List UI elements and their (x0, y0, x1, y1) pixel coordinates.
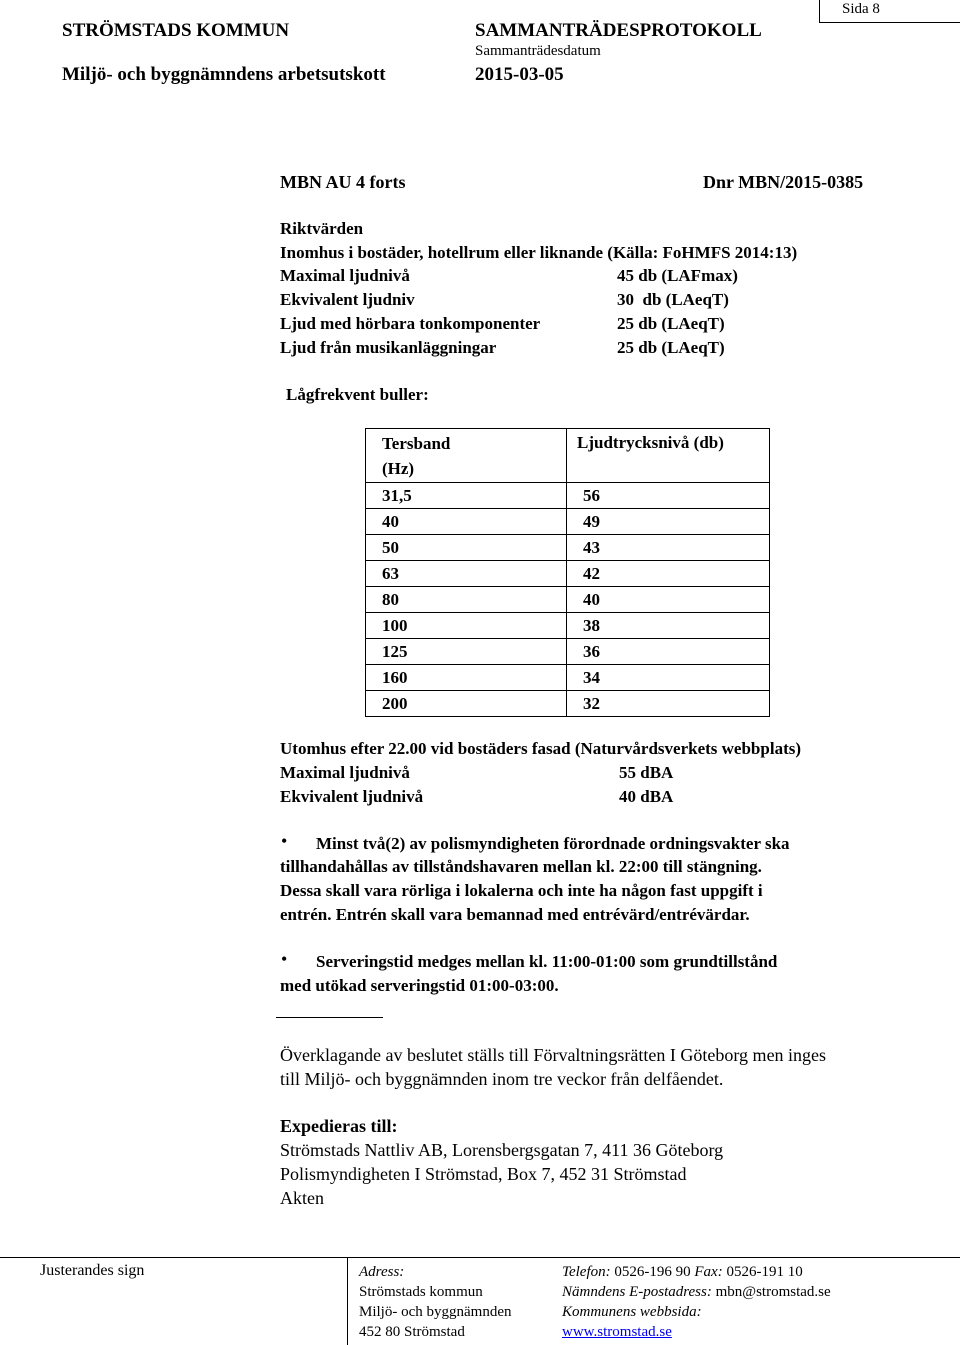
email-label: Nämndens E-postadress: (562, 1284, 712, 1300)
db-cell: 40 (567, 587, 770, 613)
db-cell: 42 (567, 561, 770, 587)
guideline-value: 30 db (LAeqT) (617, 290, 729, 309)
hz-cell: 200 (366, 691, 567, 717)
meeting-date: 2015-03-05 (475, 64, 564, 85)
table-row (366, 509, 770, 535)
table-row (366, 665, 770, 691)
db-cell: 34 (567, 665, 770, 691)
outdoor-label: Maximal ljudnivå (280, 763, 410, 782)
footer-column-divider (347, 1257, 348, 1345)
table-row (366, 613, 770, 639)
phone-number: 0526-196 90 (614, 1264, 691, 1280)
distribution-heading: Expedieras till: (280, 1116, 398, 1136)
hz-cell: 31,5 (366, 483, 567, 509)
date-label: Sammanträdesdatum (475, 43, 601, 59)
bullet-line: Dessa skall vara rörliga i lokalerna och inte ha någon fast uppgift i (280, 881, 763, 900)
distribution-recipient: Polismyndigheten I Strömstad, Box 7, 452 31 Strömstad (280, 1164, 687, 1184)
hz-cell: 40 (366, 509, 567, 535)
signature-label: Justerandes sign (40, 1262, 145, 1279)
diary-number: Dnr MBN/2015-0385 (703, 172, 864, 192)
table-row (366, 587, 770, 613)
bullet-line: med utökad serveringstid 01:00-03:00. (280, 976, 559, 995)
bullet-line: tillhandahållas av tillståndshavaren mellan kl. 22:00 till stängning. (280, 857, 762, 876)
hz-cell: 125 (366, 639, 567, 665)
bullet-line: Minst två(2) av polismyndigheten förordnade ordningsvakter ska (316, 834, 790, 853)
website-label: Kommunens webbsida: (562, 1304, 702, 1320)
bullet-line: entrén. Entrén skall vara bemannad med entrévärd/entrévärdar. (280, 905, 750, 924)
db-cell: 36 (567, 639, 770, 665)
guideline-value: 45 db (LAFmax) (617, 266, 738, 285)
table-row (366, 535, 770, 561)
contact-phone (562, 1264, 803, 1281)
email-address[interactable]: mbn@stromstad.se (715, 1284, 831, 1300)
municipality-name: STRÖMSTADS KOMMUN (62, 20, 290, 41)
fax-label: Fax: (694, 1264, 723, 1280)
bullet-icon: • (281, 831, 288, 851)
db-cell: 38 (567, 613, 770, 639)
table-row (366, 483, 770, 509)
distribution-recipient: Strömstads Nattliv AB, Lorensbergsgatan 7, 411 36 Göteborg (280, 1140, 724, 1160)
column-header-level: Ljudtrycksnivå (db) (567, 429, 770, 483)
hz-cell: 50 (366, 535, 567, 561)
outdoor-heading: Utomhus efter 22.00 vid bostäders fasad (Naturvårdsverkets webbplats) (280, 739, 802, 758)
db-cell: 49 (567, 509, 770, 535)
db-cell: 56 (567, 483, 770, 509)
guideline-label: Ljud med hörbara tonkomponenter (280, 314, 541, 333)
guideline-value: 25 db (LAeqT) (617, 338, 725, 357)
bullet-line: Serveringstid medges mellan kl. 11:00-01:00 som grundtillstånd (316, 952, 778, 971)
bullet-icon: • (281, 949, 288, 969)
page-number-box (819, 0, 960, 23)
guideline-subtitle: Inomhus i bostäder, hotellrum eller liknande (Källa: FoHMFS 2014:13) (280, 243, 798, 262)
contact-email (562, 1284, 831, 1301)
low-frequency-table (365, 428, 770, 717)
page-number: Sida 8 (842, 1, 880, 17)
document-type: SAMMANTRÄDESPROTOKOLL (475, 20, 762, 41)
outdoor-value: 40 dBA (619, 787, 674, 806)
column-header-band-line1: Tersband (382, 434, 451, 453)
guideline-label: Ljud från musikanläggningar (280, 338, 497, 357)
separator-line (276, 1017, 383, 1018)
table-header-row (366, 429, 770, 483)
case-reference: MBN AU 4 forts (280, 172, 406, 192)
address-label: Adress: (359, 1264, 405, 1280)
address-line: 452 80 Strömstad (359, 1324, 465, 1340)
guideline-label: Ekvivalent ljudniv (280, 290, 415, 309)
table-row (366, 561, 770, 587)
db-cell: 43 (567, 535, 770, 561)
column-header-band (366, 429, 567, 483)
committee-name: Miljö- och byggnämndens arbetsutskott (62, 64, 386, 85)
hz-cell: 100 (366, 613, 567, 639)
outdoor-value: 55 dBA (619, 763, 674, 782)
guideline-label: Maximal ljudnivå (280, 266, 410, 285)
db-cell: 32 (567, 691, 770, 717)
phone-label: Telefon: (562, 1264, 611, 1280)
column-header-band-line2: (Hz) (382, 459, 415, 478)
low-frequency-heading: Lågfrekvent buller: (286, 385, 429, 404)
appeal-text-line2: till Miljö- och byggnämnden inom tre veckor från delfåendet. (280, 1069, 724, 1089)
website-link[interactable]: www.stromstad.se (562, 1324, 672, 1340)
outdoor-label: Ekvivalent ljudnivå (280, 787, 424, 806)
fax-number: 0526-191 10 (726, 1264, 803, 1280)
guideline-heading: Riktvärden (280, 219, 364, 238)
footer-divider (0, 1257, 960, 1258)
guideline-value: 25 db (LAeqT) (617, 314, 725, 333)
table-row (366, 639, 770, 665)
hz-cell: 80 (366, 587, 567, 613)
address-line: Strömstads kommun (359, 1284, 483, 1300)
appeal-text-line1: Överklagande av beslutet ställs till Förvaltningsrätten I Göteborg men inges (280, 1045, 827, 1065)
hz-cell: 160 (366, 665, 567, 691)
table-row (366, 691, 770, 717)
distribution-recipient: Akten (280, 1188, 324, 1208)
address-line: Miljö- och byggnämnden (359, 1304, 512, 1320)
hz-cell: 63 (366, 561, 567, 587)
